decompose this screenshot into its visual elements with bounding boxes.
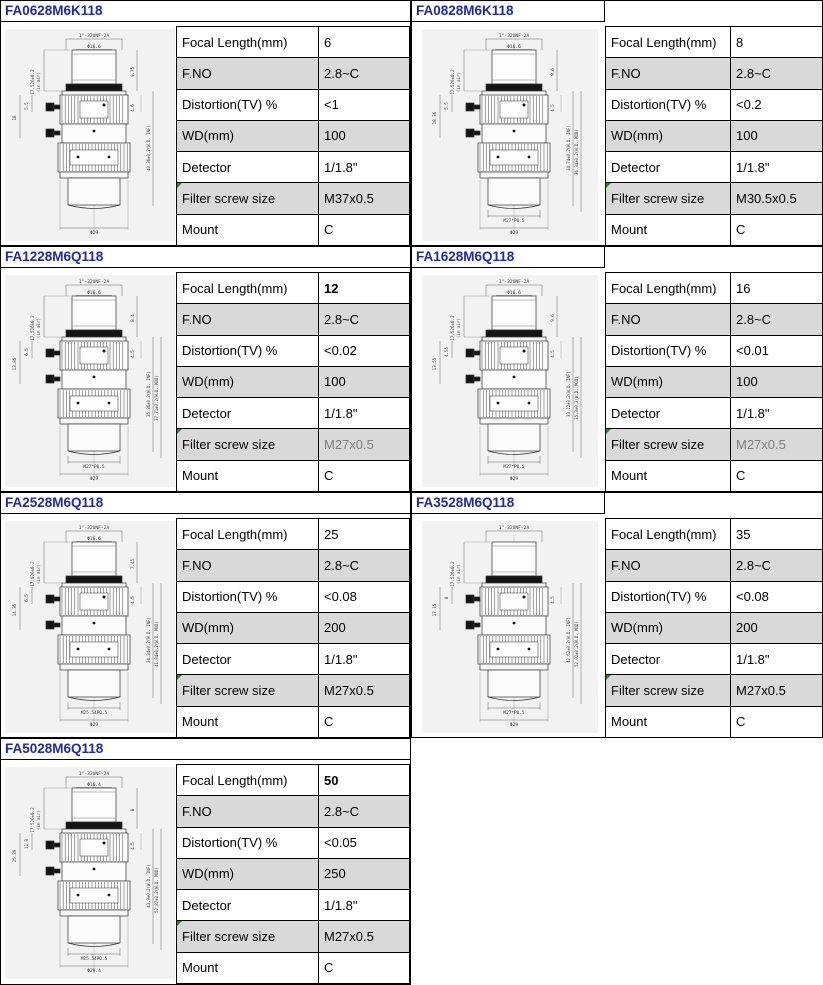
svg-text:18.36: 18.36: [432, 111, 437, 125]
svg-text:43.9±0.2(W.D. INF): 43.9±0.2(W.D. INF): [146, 864, 151, 908]
svg-text:(in air): (in air): [36, 71, 41, 93]
svg-text:1"-32UNF-2A: 1"-32UNF-2A: [498, 280, 530, 285]
svg-text:17.526±0.2: 17.526±0.2: [450, 69, 455, 95]
lens-model-title: FA1628M6Q118: [412, 247, 605, 268]
svg-text:Φ29.4: Φ29.4: [87, 969, 101, 974]
spec-label: Mount: [606, 706, 731, 737]
svg-text:34.74±0.2(W.D. INF): 34.74±0.2(W.D. INF): [566, 125, 571, 171]
svg-text:37.71±0.2(W.D. MOD): 37.71±0.2(W.D. MOD): [154, 375, 159, 421]
spec-label: Distortion(TV) %: [606, 335, 731, 366]
spec-label: Distortion(TV) %: [606, 581, 731, 612]
spec-label: Detector: [606, 152, 731, 183]
lens-technical-drawing: [5, 767, 175, 979]
spec-value: M27x0.5: [319, 429, 410, 460]
svg-text:4.55: 4.55: [444, 346, 449, 358]
spec-table: [605, 518, 823, 738]
spec-value: <0.08: [731, 581, 823, 612]
spec-value: 1/1.8": [319, 890, 410, 921]
spec-label: WD(mm): [177, 858, 319, 889]
svg-text:17.526±0.2: 17.526±0.2: [30, 315, 35, 341]
svg-text:M27*P0.5: M27*P0.5: [503, 219, 525, 224]
spec-label: Filter screw size: [606, 429, 731, 460]
svg-text:Φ16.4: Φ16.4: [87, 783, 101, 788]
svg-text:13.85: 13.85: [12, 357, 17, 371]
spec-label: F.NO: [606, 58, 731, 89]
comment-flag-icon: [177, 429, 182, 434]
spec-value: 25: [319, 519, 410, 550]
spec-value: M27x0.5: [731, 675, 823, 706]
spec-value: <0.01: [731, 335, 823, 366]
svg-text:1"-32UNF-2A: 1"-32UNF-2A: [78, 34, 110, 39]
comment-flag-icon: [177, 675, 182, 680]
svg-text:1"-32UNF-2A: 1"-32UNF-2A: [78, 280, 110, 285]
lens-model-title: FA1228M6Q118: [1, 247, 410, 268]
svg-text:Φ29: Φ29: [89, 477, 99, 482]
svg-text:34.34±0.2(W.D. INF): 34.34±0.2(W.D. INF): [146, 617, 151, 663]
svg-text:Φ16.6: Φ16.6: [507, 45, 521, 50]
spec-value: 100: [731, 120, 823, 151]
spec-label: F.NO: [606, 304, 731, 335]
svg-text:17.026±0.2: 17.026±0.2: [30, 561, 35, 587]
svg-text:4.5: 4.5: [550, 104, 555, 112]
lens-technical-drawing: [422, 29, 598, 241]
spec-label: Distortion(TV) %: [177, 581, 319, 612]
svg-text:(in air): (in air): [36, 317, 41, 339]
lens-technical-drawing: [5, 521, 175, 733]
lens-block-fa1628: [411, 246, 823, 492]
spec-label: Detector: [606, 398, 731, 429]
svg-text:17.15: 17.15: [432, 603, 437, 617]
spec-value: M27x0.5: [319, 921, 410, 952]
spec-value: 2.8~C: [319, 550, 410, 581]
svg-text:4.5: 4.5: [130, 842, 135, 850]
svg-text:17.526±0.2: 17.526±0.2: [450, 561, 455, 587]
svg-text:M27*P0.5: M27*P0.5: [83, 465, 105, 470]
spec-table: [176, 764, 410, 984]
spec-value: C: [319, 706, 410, 737]
spec-value: C: [319, 214, 410, 245]
spec-value: M27x0.5: [731, 429, 823, 460]
svg-text:8: 8: [130, 808, 135, 812]
comment-flag-icon: [606, 183, 611, 188]
svg-text:8.4: 8.4: [130, 314, 135, 322]
svg-text:(in air): (in air): [456, 563, 461, 585]
svg-text:6.5: 6.5: [24, 348, 29, 356]
spec-label: Detector: [177, 644, 319, 675]
svg-text:52.02±0.2(W.D. MOD): 52.02±0.2(W.D. MOD): [574, 621, 579, 667]
svg-text:33.12±0.2(W.D. INF): 33.12±0.2(W.D. INF): [566, 371, 571, 417]
svg-text:1"-32UNF-2A: 1"-32UNF-2A: [498, 34, 530, 39]
svg-text:9.6: 9.6: [550, 314, 555, 322]
spec-label: Detector: [606, 644, 731, 675]
spec-label: Focal Length(mm): [606, 27, 731, 58]
spec-value: 100: [319, 366, 410, 397]
svg-text:5.5: 5.5: [444, 102, 449, 110]
svg-text:17.526±0.2: 17.526±0.2: [30, 69, 35, 95]
lens-block-fa1228: [0, 246, 411, 492]
svg-text:1"-32UNF-2A: 1"-32UNF-2A: [78, 526, 110, 531]
comment-flag-icon: [177, 921, 182, 926]
spec-table: [176, 272, 410, 492]
spec-value: M37x0.5: [319, 183, 410, 214]
svg-text:35.36±0.2(W.D. INF): 35.36±0.2(W.D. INF): [146, 371, 151, 417]
comment-flag-icon: [177, 183, 182, 188]
svg-text:14.35: 14.35: [12, 603, 17, 617]
svg-text:4.5: 4.5: [550, 596, 555, 604]
lens-model-title: FA2528M6Q118: [1, 493, 410, 514]
spec-value: 2.8~C: [731, 58, 823, 89]
spec-label: Filter screw size: [177, 429, 319, 460]
svg-text:Φ29: Φ29: [509, 723, 519, 728]
lens-model-title: FA0828M6K118: [412, 1, 605, 22]
spec-label: Focal Length(mm): [606, 273, 731, 304]
spec-value: 200: [319, 612, 410, 643]
svg-text:7.45: 7.45: [130, 558, 135, 570]
svg-text:4.5: 4.5: [130, 350, 135, 358]
lens-technical-drawing: [5, 29, 175, 241]
spec-label: WD(mm): [606, 366, 731, 397]
spec-table: [176, 26, 410, 246]
spec-label: Detector: [177, 398, 319, 429]
spec-value: C: [731, 706, 823, 737]
spec-value: 1/1.8": [319, 398, 410, 429]
spec-value: 1/1.8": [731, 398, 823, 429]
svg-text:6.5: 6.5: [24, 594, 29, 602]
svg-text:52.87±0.2(W.D. MOD): 52.87±0.2(W.D. MOD): [154, 867, 159, 913]
spec-value: 100: [731, 366, 823, 397]
spec-value: M30.5x0.5: [731, 183, 823, 214]
spec-label: F.NO: [177, 796, 319, 827]
spec-label: Distortion(TV) %: [177, 335, 319, 366]
spec-value: 200: [731, 612, 823, 643]
svg-text:17.526±0.2: 17.526±0.2: [30, 807, 35, 833]
svg-text:Φ29: Φ29: [89, 231, 99, 236]
spec-value: 35: [731, 519, 823, 550]
spec-label: Filter screw size: [606, 675, 731, 706]
spec-value: 6: [319, 27, 410, 58]
spec-value: 1/1.8": [731, 152, 823, 183]
spec-label: Mount: [177, 952, 319, 983]
spec-label: Focal Length(mm): [177, 519, 319, 550]
svg-text:4.5: 4.5: [550, 350, 555, 358]
lens-model-title: FA0628M6K118: [1, 1, 410, 22]
spec-value: 1/1.8": [319, 644, 410, 675]
spec-label: WD(mm): [606, 120, 731, 151]
spec-label: WD(mm): [177, 366, 319, 397]
spec-value: 1/1.8": [731, 644, 823, 675]
spec-value: 12: [319, 273, 410, 304]
lens-model-title: FA5028M6Q118: [1, 739, 410, 760]
spec-value: <0.08: [319, 581, 410, 612]
spec-label: Filter screw size: [177, 675, 319, 706]
svg-text:M25.54P0.5: M25.54P0.5: [80, 957, 108, 962]
svg-text:1"-32UNF-2A: 1"-32UNF-2A: [498, 526, 530, 531]
spec-label: Focal Length(mm): [177, 273, 319, 304]
spec-label: WD(mm): [177, 612, 319, 643]
svg-text:(in air): (in air): [36, 809, 41, 831]
svg-text:M27*P0.5: M27*P0.5: [503, 711, 525, 716]
spec-table: [605, 26, 823, 246]
svg-text:35.3±0.2(W.D. MOD): 35.3±0.2(W.D. MOD): [574, 376, 579, 420]
spec-value: C: [319, 952, 410, 983]
svg-text:Φ16.6: Φ16.6: [87, 537, 101, 542]
svg-text:9.75: 9.75: [130, 66, 135, 78]
spec-value: <0.02: [319, 335, 410, 366]
lens-block-fa2528: [0, 492, 411, 738]
comment-flag-icon: [606, 429, 611, 434]
svg-text:(in air): (in air): [456, 71, 461, 93]
svg-text:Φ29: Φ29: [509, 477, 519, 482]
comment-flag-icon: [606, 675, 611, 680]
spec-value: 2.8~C: [731, 550, 823, 581]
spec-label: Filter screw size: [606, 183, 731, 214]
svg-text:17.526±0.2: 17.526±0.2: [450, 315, 455, 341]
spec-value: 50: [319, 765, 410, 796]
svg-text:8: 8: [444, 596, 449, 600]
svg-text:(in air): (in air): [456, 317, 461, 339]
spec-label: Distortion(TV) %: [177, 89, 319, 120]
spec-value: 2.8~C: [319, 304, 410, 335]
svg-text:25.39: 25.39: [12, 849, 17, 863]
spec-label: WD(mm): [177, 120, 319, 151]
svg-text:11.3: 11.3: [24, 838, 29, 850]
spec-label: WD(mm): [606, 612, 731, 643]
spec-value: C: [731, 214, 823, 245]
spec-label: Mount: [606, 460, 731, 491]
spec-value: 250: [319, 858, 410, 889]
svg-text:Φ16.6: Φ16.6: [87, 45, 101, 50]
svg-text:(in air): (in air): [36, 563, 41, 585]
spec-label: Mount: [177, 706, 319, 737]
svg-text:36.34±0.2(W.D. MOD): 36.34±0.2(W.D. MOD): [574, 129, 579, 175]
spec-label: F.NO: [177, 550, 319, 581]
spec-label: Detector: [177, 152, 319, 183]
spec-label: F.NO: [606, 550, 731, 581]
spec-value: C: [731, 460, 823, 491]
spec-label: F.NO: [177, 304, 319, 335]
spec-value: 2.8~C: [319, 58, 410, 89]
svg-text:5.5: 5.5: [24, 102, 29, 110]
spec-label: Focal Length(mm): [177, 27, 319, 58]
spec-value: 2.8~C: [731, 304, 823, 335]
spec-label: Distortion(TV) %: [177, 827, 319, 858]
svg-text:18: 18: [12, 115, 17, 121]
spec-value: 16: [731, 273, 823, 304]
svg-text:4.6: 4.6: [130, 104, 135, 112]
svg-text:Φ16.6: Φ16.6: [87, 291, 101, 296]
spec-value: 1/1.8": [319, 152, 410, 183]
spec-table: [605, 272, 823, 492]
svg-text:4.5: 4.5: [130, 596, 135, 604]
svg-text:M27*P0.5: M27*P0.5: [503, 465, 525, 470]
spec-label: Distortion(TV) %: [606, 89, 731, 120]
spec-label: Focal Length(mm): [177, 765, 319, 796]
lens-block-fa0828: [411, 0, 823, 246]
svg-text:1"-32UNF-2A: 1"-32UNF-2A: [78, 772, 110, 777]
spec-label: F.NO: [177, 58, 319, 89]
lens-block-fa0628: [0, 0, 411, 246]
spec-value: 8: [731, 27, 823, 58]
svg-text:42.62±0.2(W.D. INF): 42.62±0.2(W.D. INF): [566, 617, 571, 663]
spec-label: Mount: [177, 214, 319, 245]
lens-block-fa5028: [0, 738, 411, 985]
spec-value: <0.05: [319, 827, 410, 858]
lens-block-fa3528: [411, 492, 823, 738]
spec-value: C: [319, 460, 410, 491]
spec-label: Detector: [177, 890, 319, 921]
svg-text:9.6: 9.6: [550, 68, 555, 76]
spec-value: <0.2: [731, 89, 823, 120]
svg-text:Φ16.6: Φ16.6: [507, 291, 521, 296]
svg-text:M25.54P0.5: M25.54P0.5: [80, 711, 108, 716]
spec-value: M27x0.5: [319, 675, 410, 706]
svg-text:Φ29: Φ29: [509, 231, 519, 236]
spec-label: Mount: [606, 214, 731, 245]
spec-value: 2.8~C: [319, 796, 410, 827]
svg-text:40.36±0.2(W.D. INF): 40.36±0.2(W.D. INF): [146, 125, 151, 171]
lens-technical-drawing: [5, 275, 175, 487]
lens-technical-drawing: [422, 521, 598, 733]
lens-technical-drawing: [422, 275, 598, 487]
spec-value: <1: [319, 89, 410, 120]
spec-label: Focal Length(mm): [606, 519, 731, 550]
svg-text:Φ29: Φ29: [89, 723, 99, 728]
svg-text:13.55: 13.55: [432, 357, 437, 371]
svg-text:41.84±0.2(W.D. MOD): 41.84±0.2(W.D. MOD): [154, 621, 159, 667]
spec-value: 100: [319, 120, 410, 151]
spec-table: [176, 518, 410, 738]
spec-label: Filter screw size: [177, 921, 319, 952]
lens-model-title: FA3528M6Q118: [412, 493, 605, 514]
spec-label: Filter screw size: [177, 183, 319, 214]
spec-label: Mount: [177, 460, 319, 491]
